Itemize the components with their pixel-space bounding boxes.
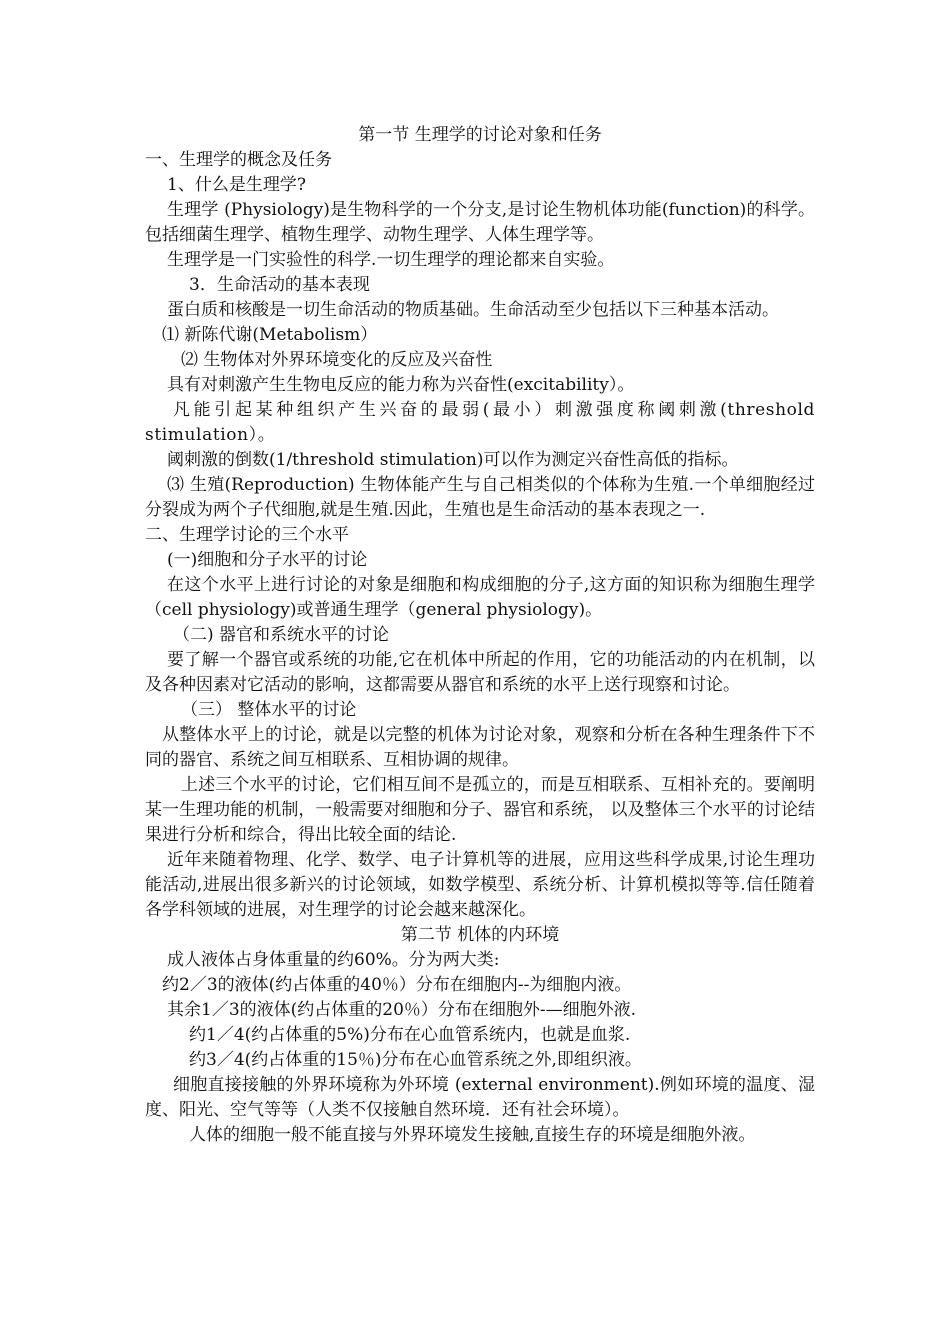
paragraph-experimental: 生理学是一门实验性的科学.一切生理学的理论都来自实验。 xyxy=(167,250,615,270)
heading-2-2: （二) 器官和系统水平的讨论 xyxy=(173,625,390,645)
list-item-reproduction: ⑶ 生殖(Reproduction) 生物体能产生与自己相类似的个体称为生殖.一个单细胞经过分裂成为两个子代细胞,就是生殖.因此，生殖也是生命活动的基本表现之一. xyxy=(145,475,815,520)
list-item-metabolism: ⑴ 新陈代谢(Metabolism） xyxy=(162,325,378,345)
heading-1-1: 1、什么是生理学? xyxy=(167,175,306,195)
paragraph-material-basis: 蛋白质和核酸是一切生命活动的物质基础。生命活动至少包括以下三种基本活动。 xyxy=(167,300,779,320)
paragraph-excitability: 具有对刺激产生生物电反应的能力称为兴奋性(excitability）。 xyxy=(167,375,635,395)
paragraph-extracellular-fluid: 人体的细胞一般不能直接与外界环境发生接触,直接生存的环境是细胞外液。 xyxy=(189,1125,756,1145)
paragraph-organ-level: 要了解一个器官或系统的功能,它在机体中所起的作用，它的功能活动的内在机制，以及各种因素对它活动的影响，这都需要从器官和系统的水平上送行现察和讨论。 xyxy=(145,650,815,695)
heading-1-3: 3．生命活动的基本表现 xyxy=(189,275,370,295)
heading-2-3: （三） 整体水平的讨论 xyxy=(181,700,357,720)
paragraph-definition: 生理学 (Physiology)是生物科学的一个分支,是讨论生物机体功能(function)的科学。包括细菌生理学、植物生理学、动物生理学、人体生理学等。 xyxy=(145,200,815,245)
paragraph-cell-level: 在这个水平上进行讨论的对象是细胞和构成细胞的分子,这方面的知识称为细胞生理学（cell physiology)或普通生理学（general physiology)。 xyxy=(145,575,815,620)
list-item-excitability: ⑵ 生物体对外界环境变化的反应及兴奋性 xyxy=(181,350,493,370)
paragraph-external-environment: 细胞直接接触的外界环境称为外环境 (external environment).例如环境的温度、湿度、阳光、空气等等（人类不仅接触自然环境．还有社会环境）。 xyxy=(145,1075,815,1120)
heading-2: 二、生理学讨论的三个水平 xyxy=(145,525,349,545)
section-2-title: 第二节 机体的内环境 xyxy=(400,925,560,945)
paragraph-body-fluid: 成人液体占身体重量的约60%。分为两大类: xyxy=(167,950,500,970)
paragraph-tissue-fluid: 约3／4(约占体重的15％)分布在心血管系统之外,即组织液。 xyxy=(189,1050,642,1070)
paragraph-three-levels: 上述三个水平的讨论，它们相互间不是孤立的，而是互相联系、互相补充的。要阐明某一生理功能的机制，一般需要对细胞和分子、器官和系统， 以及整体三个水平的讨论结果进行分析和综合，得出比较全面的结论. xyxy=(145,775,815,845)
section-1-title: 第一节 生理学的讨论对象和任务 xyxy=(358,125,602,145)
document-page xyxy=(145,123,815,1148)
paragraph-plasma: 约1／4(约占体重的5%)分布在心血管系统内，也就是血浆. xyxy=(189,1025,631,1045)
paragraph-extracellular: 其余1／3的液体(约占体重的20％）分布在细胞外-—细胞外液. xyxy=(167,1000,637,1020)
heading-1: 一、生理学的概念及任务 xyxy=(145,150,332,170)
paragraph-intracellular: 约2／3的液体(约占体重的40％）分布在细胞内--为细胞内液。 xyxy=(162,975,632,995)
paragraph-threshold-inverse: 阈刺激的倒数(1/threshold stimulation)可以作为测定兴奋性高低的指标。 xyxy=(167,450,739,470)
paragraph-recent-progress: 近年来随着物理、化学、数学、电子计算机等的进展，应用这些科学成果,讨论生理功能活动,进展出很多新兴的讨论领域，如数学模型、系统分析、计算机模拟等等.信任随着各学科领域的进展，对生理学的讨论会越来越深化。 xyxy=(145,850,815,920)
heading-2-1: (一)细胞和分子水平的讨论 xyxy=(167,550,368,570)
paragraph-whole-level: 从整体水平上的讨论，就是以完整的机体为讨论对象，观察和分析在各种生理条件下不同的器官、系统之间互相联系、互相协调的规律。 xyxy=(145,725,815,770)
paragraph-threshold: 凡能引起某种组织产生兴奋的最弱(最小）刺激强度称阈刺激(threshold stimulation）。 xyxy=(145,400,815,445)
